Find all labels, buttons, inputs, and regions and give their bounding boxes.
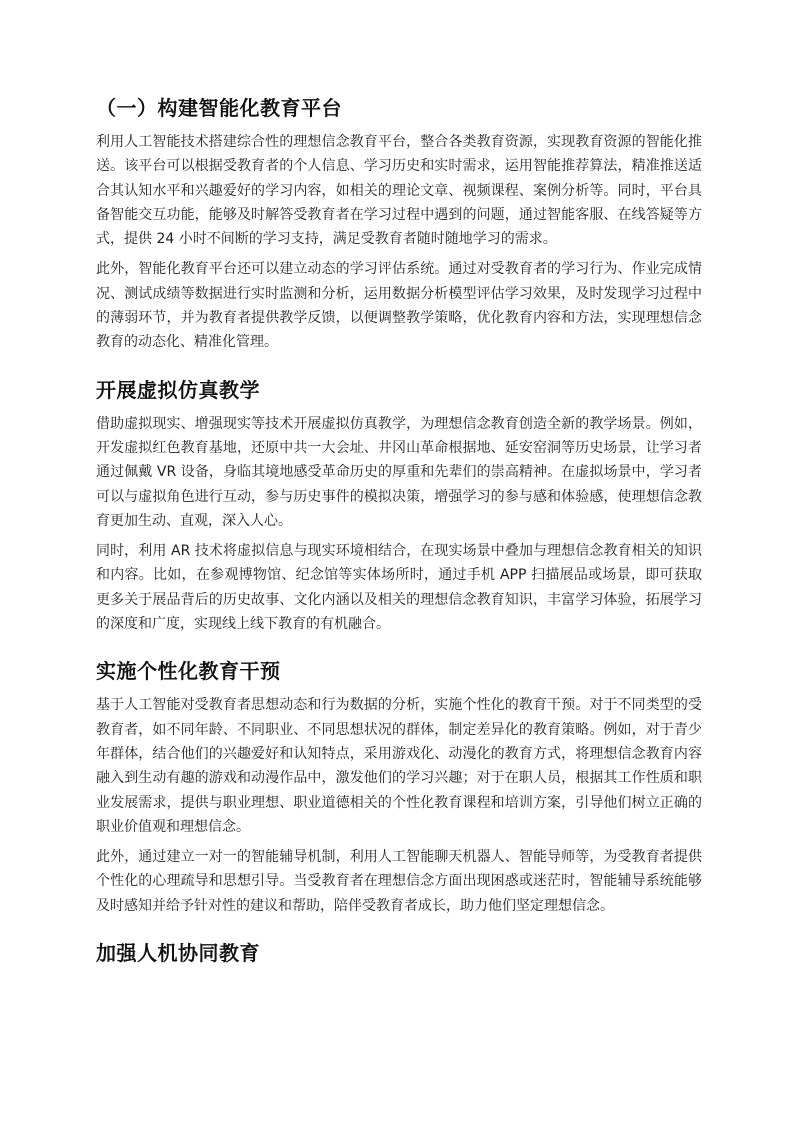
paragraph: 此外，通过建立一对一的智能辅导机制，利用人工智能聊天机器人、智能导师等，为受教育者提供个性化的心理疏导和思想引导。当受教育者在理想信念方面出现困惑或迷茫时，智能辅导系统能够及时感知并给予针对性的建议和帮助，陪伴受教育者成长，助力他们坚定理想信念。 xyxy=(96,849,702,914)
paragraph: 利用人工智能技术搭建综合性的理想信念教育平台，整合各类教育资源，实现教育资源的智能化推送。该平台可以根据受教育者的个人信息、学习历史和实时需求，运用智能推荐算法，精准推送适合其认知水平和兴趣爱好的学习内容，如相关的理论文章、视频课程、案例分析等。同时，平台具备智能交互功能，能够及时解答受教育者在学习过程中遇到的问题，通过智能客服、在线答疑等方式，提供 24 小时不间断的学习支持，满足受教育者随时随地学习的需求。 xyxy=(96,134,702,248)
section-virtual-simulation xyxy=(96,374,702,637)
section-personalized-intervention xyxy=(96,655,702,918)
paragraph: 此外，智能化教育平台还可以建立动态的学习评估系统。通过对受教育者的学习行为、作业完成情况、测试成绩等数据进行实时监测和分析，运用数据分析模型评估学习效果，及时发现学习过程中的薄弱环节，并为教育者提供教学反馈，以便调整教学策略，优化教育内容和方法，实现理想信念教育的动态化、精准化管理。 xyxy=(96,261,702,351)
document-page xyxy=(96,92,702,969)
paragraph: 借助虚拟现实、增强现实等技术开展虚拟仿真教学，为理想信念教育创造全新的教学场景。例如，开发虚拟红色教育基地，还原中共一大会址、井冈山革命根据地、延安窑洞等历史场景，让学习者通过佩戴 VR 设备，身临其境地感受革命历史的厚重和先辈们的崇高精神。在虚拟场景中，学习者可以与虚拟角色进行互动，参与历史事件的模拟决策，增强学习的参与感和体验感，使理想信念教育更加生动、直观，深入人心。 xyxy=(96,415,702,529)
section-heading: （一）构建智能化教育平台 xyxy=(96,96,342,120)
paragraph: 同时，利用 AR 技术将虚拟信息与现实环境相结合，在现实场景中叠加与理想信念教育相关的知识和内容。比如，在参观博物馆、纪念馆等实体场所时，通过手机 APP 扫描展品或场景，即可获取更多关于展品背后的历史故事、文化内涵以及相关的理想信念教育知识，丰富学习体验，拓展学习的深度和广度，实现线上线下教育的有机融合。 xyxy=(96,543,702,633)
section-heading: 加强人机协同教育 xyxy=(96,941,260,966)
section-build-platform xyxy=(96,92,702,355)
paragraph: 基于人工智能对受教育者思想动态和行为数据的分析，实施个性化的教育干预。对于不同类型的受教育者，如不同年龄、不同职业、不同思想状况的群体，制定差异化的教育策略。例如，对于青少年群体，结合他们的兴趣爱好和认知特点，采用游戏化、动漫化的教育方式，将理想信念教育内容融入到生动有趣的游戏和动漫作品中，激发他们的学习兴趣；对于在职人员，根据其工作性质和职业发展需求，提供与职业理想、职业道德相关的个性化教育课程和培训方案，引导他们树立正确的职业价值观和理想信念。 xyxy=(96,697,702,835)
section-heading: 开展虚拟仿真教学 xyxy=(96,377,260,402)
section-human-machine-collaboration xyxy=(96,937,702,969)
section-heading: 实施个性化教育干预 xyxy=(96,659,281,684)
